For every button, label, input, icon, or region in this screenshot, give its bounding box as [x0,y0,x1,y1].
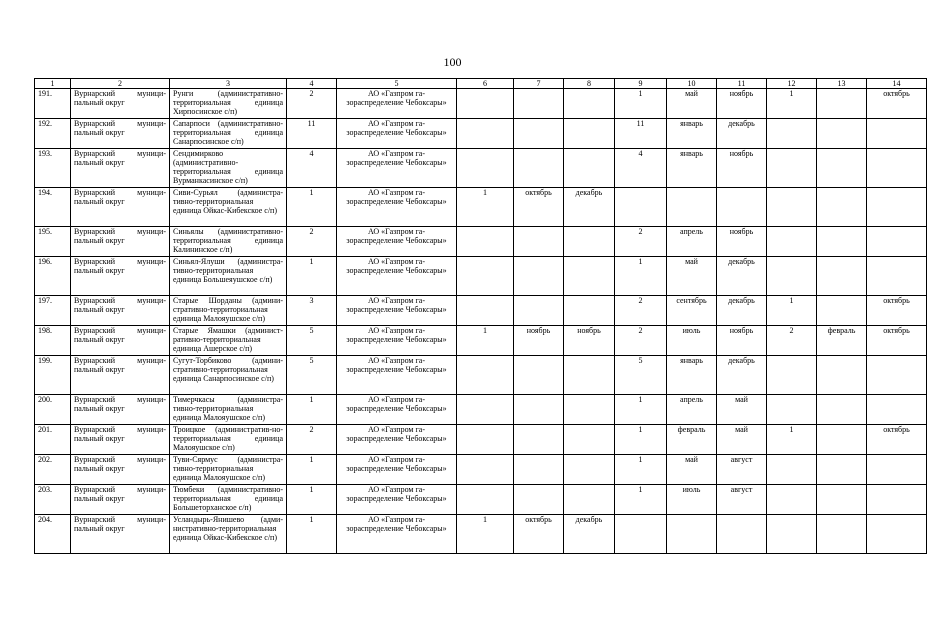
col11-cell: декабрь [717,119,767,149]
col10-cell: январь [667,149,717,188]
total-count-cell: 2 [287,89,337,119]
col12-cell [767,356,817,395]
district-cell: Вурнарский муници-пальный округ [71,257,170,296]
organization-cell: АО «Газпром га-зораспределение Чебоксары» [337,257,457,296]
row-number: 198. [35,326,71,356]
col7-cell [514,356,564,395]
col8-cell [564,425,615,455]
district-cell: Вурнарский муници-пальный округ [71,455,170,485]
col12-cell [767,455,817,485]
table-row [35,326,927,356]
column-header-7: 7 [514,79,564,89]
col10-cell: май [667,257,717,296]
col12-cell [767,515,817,554]
col10-cell: июль [667,326,717,356]
settlement-cell: Синьялы (административно-территориальная единица Калининское с/п) [170,227,287,257]
col14-cell [867,119,927,149]
col14-cell [867,257,927,296]
settlement-cell: Тюмбеки (административно-территориальная единица Большеторханское с/п) [170,485,287,515]
col6-cell [457,425,514,455]
organization-cell: АО «Газпром га-зораспределение Чебоксары» [337,485,457,515]
col8-cell [564,257,615,296]
total-count-cell: 1 [287,455,337,485]
organization-cell: АО «Газпром га-зораспределение Чебоксары» [337,149,457,188]
col6-cell [457,227,514,257]
column-header-4: 4 [287,79,337,89]
col14-cell: октябрь [867,326,927,356]
col12-cell [767,257,817,296]
col13-cell [817,89,867,119]
col7-cell [514,485,564,515]
col12-cell [767,227,817,257]
row-number: 200. [35,395,71,425]
column-header-8: 8 [564,79,615,89]
column-header-2: 2 [71,79,170,89]
col10-cell: февраль [667,425,717,455]
col9-cell: 1 [615,485,667,515]
column-header-1: 1 [35,79,71,89]
district-cell: Вурнарский муници-пальный округ [71,227,170,257]
organization-cell: АО «Газпром га-зораспределение Чебоксары» [337,119,457,149]
col6-cell [457,485,514,515]
total-count-cell: 1 [287,395,337,425]
organization-cell: АО «Газпром га-зораспределение Чебоксары» [337,296,457,326]
col8-cell [564,356,615,395]
row-number: 203. [35,485,71,515]
col11-cell: август [717,485,767,515]
column-header-13: 13 [817,79,867,89]
total-count-cell: 1 [287,515,337,554]
col12-cell: 1 [767,296,817,326]
col10-cell: май [667,455,717,485]
col8-cell: декабрь [564,188,615,227]
col10-cell: сентябрь [667,296,717,326]
col9-cell: 1 [615,395,667,425]
organization-cell: АО «Газпром га-зораспределение Чебоксары» [337,188,457,227]
column-header-12: 12 [767,79,817,89]
organization-cell: АО «Газпром га-зораспределение Чебоксары» [337,89,457,119]
col12-cell [767,119,817,149]
organization-cell: АО «Газпром га-зораспределение Чебоксары» [337,455,457,485]
row-number: 191. [35,89,71,119]
table-row [35,257,927,296]
settlement-cell: Сапарпоси (административно-территориальная единица Санарпосинское с/п) [170,119,287,149]
organization-cell: АО «Газпром га-зораспределение Чебоксары» [337,515,457,554]
column-header-10: 10 [667,79,717,89]
col13-cell [817,485,867,515]
organization-cell: АО «Газпром га-зораспределение Чебоксары» [337,227,457,257]
col8-cell [564,395,615,425]
col9-cell: 1 [615,257,667,296]
total-count-cell: 4 [287,149,337,188]
col10-cell: апрель [667,227,717,257]
col10-cell: май [667,89,717,119]
col7-cell: октябрь [514,188,564,227]
col14-cell: октябрь [867,89,927,119]
col11-cell: декабрь [717,356,767,395]
settlement-cell: Рунги (административно-территориальная единица Хирпосинское с/п) [170,89,287,119]
col14-cell [867,515,927,554]
col13-cell [817,188,867,227]
col13-cell [817,227,867,257]
column-header-11: 11 [717,79,767,89]
col14-cell: октябрь [867,296,927,326]
col14-cell [867,188,927,227]
row-number: 197. [35,296,71,326]
col7-cell: октябрь [514,515,564,554]
col13-cell [817,455,867,485]
col8-cell: декабрь [564,515,615,554]
table-row [35,395,927,425]
district-cell: Вурнарский муници-пальный округ [71,425,170,455]
col7-cell [514,455,564,485]
district-cell: Вурнарский муници-пальный округ [71,515,170,554]
district-cell: Вурнарский муници-пальный округ [71,89,170,119]
col6-cell [457,455,514,485]
total-count-cell: 3 [287,296,337,326]
col11-cell: ноябрь [717,326,767,356]
settlement-cell: Троицкое (административ-но-территориальная единица Малояушское с/п) [170,425,287,455]
col8-cell [564,119,615,149]
row-number: 202. [35,455,71,485]
col12-cell [767,149,817,188]
total-count-cell: 1 [287,188,337,227]
row-number: 199. [35,356,71,395]
col12-cell: 1 [767,425,817,455]
row-number: 193. [35,149,71,188]
col8-cell [564,89,615,119]
col14-cell [867,356,927,395]
organization-cell: АО «Газпром га-зораспределение Чебоксары» [337,395,457,425]
col9-cell [615,188,667,227]
col6-cell [457,119,514,149]
table-row [35,188,927,227]
col9-cell: 1 [615,425,667,455]
col12-cell [767,485,817,515]
col7-cell [514,296,564,326]
table-row [35,425,927,455]
district-cell: Вурнарский муници-пальный округ [71,296,170,326]
col10-cell: апрель [667,395,717,425]
table-row [35,485,927,515]
col6-cell [457,149,514,188]
total-count-cell: 5 [287,326,337,356]
col9-cell: 4 [615,149,667,188]
settlement-cell: Тимерчкасы (администра-тивно-территориальная единица Малояушское с/п) [170,395,287,425]
col11-cell: декабрь [717,257,767,296]
settlement-cell: Усландырь-Янишево (адми-нистративно-территориальная единица Ойкас-Кибекское с/п) [170,515,287,554]
settlement-cell: Старые Ямашки (админист-ративно-территориальная единица Ашерское с/п) [170,326,287,356]
col11-cell: ноябрь [717,89,767,119]
row-number: 192. [35,119,71,149]
col7-cell [514,395,564,425]
table-row [35,296,927,326]
col8-cell [564,485,615,515]
col13-cell [817,149,867,188]
district-cell: Вурнарский муници-пальный округ [71,485,170,515]
col11-cell: ноябрь [717,149,767,188]
table-row [35,149,927,188]
col14-cell: октябрь [867,425,927,455]
organization-cell: АО «Газпром га-зораспределение Чебоксары» [337,326,457,356]
settlement-cell: Туви-Сярмус (администра-тивно-территориальная единица Малояушское с/п) [170,455,287,485]
col10-cell: июль [667,485,717,515]
col14-cell [867,485,927,515]
organization-cell: АО «Газпром га-зораспределение Чебоксары» [337,425,457,455]
col8-cell [564,296,615,326]
district-cell: Вурнарский муници-пальный округ [71,356,170,395]
col7-cell [514,149,564,188]
col9-cell: 1 [615,89,667,119]
col10-cell [667,188,717,227]
district-cell: Вурнарский муници-пальный округ [71,326,170,356]
col13-cell [817,395,867,425]
col6-cell [457,356,514,395]
col6-cell [457,257,514,296]
col11-cell [717,515,767,554]
total-count-cell: 2 [287,227,337,257]
col6-cell: 1 [457,326,514,356]
col11-cell: май [717,425,767,455]
col13-cell [817,356,867,395]
col10-cell [667,515,717,554]
col11-cell: май [717,395,767,425]
col7-cell [514,257,564,296]
col9-cell: 2 [615,326,667,356]
column-header-9: 9 [615,79,667,89]
col6-cell [457,296,514,326]
col8-cell [564,149,615,188]
col8-cell [564,227,615,257]
col8-cell: ноябрь [564,326,615,356]
col11-cell [717,188,767,227]
table-row [35,119,927,149]
col14-cell [867,227,927,257]
settlement-cell: Сиви-Сурьял (администра-тивно-территориальная единица Ойкас-Кибекское с/п) [170,188,287,227]
row-number: 195. [35,227,71,257]
page-number: 100 [443,55,462,69]
col12-cell [767,188,817,227]
settlement-cell: Сендимирково (административно-территориальная единица Вурманкасинское с/п) [170,149,287,188]
settlement-cell: Синьял-Ялуши (администра-тивно-территориальная единица Большеяушское с/п) [170,257,287,296]
column-header-5: 5 [337,79,457,89]
col9-cell: 11 [615,119,667,149]
col10-cell: январь [667,119,717,149]
total-count-cell: 1 [287,485,337,515]
settlement-cell: Сугут-Торбиково (админи-стративно-территориальная единица Санарпосинское с/п) [170,356,287,395]
district-cell: Вурнарский муници-пальный округ [71,119,170,149]
col12-cell: 2 [767,326,817,356]
col11-cell: август [717,455,767,485]
col9-cell: 5 [615,356,667,395]
col6-cell [457,89,514,119]
row-number: 201. [35,425,71,455]
table-row [35,227,927,257]
total-count-cell: 2 [287,425,337,455]
total-count-cell: 5 [287,356,337,395]
row-number: 204. [35,515,71,554]
col13-cell [817,425,867,455]
col7-cell [514,89,564,119]
col11-cell: декабрь [717,296,767,326]
table-body [35,89,927,554]
column-header-6: 6 [457,79,514,89]
column-header-3: 3 [170,79,287,89]
col13-cell [817,119,867,149]
row-number: 194. [35,188,71,227]
col6-cell: 1 [457,515,514,554]
col14-cell [867,455,927,485]
settlement-cell: Старые Шорданы (админи-стративно-территориальная единица Малояушское с/п) [170,296,287,326]
col14-cell [867,149,927,188]
district-cell: Вурнарский муници-пальный округ [71,188,170,227]
gasification-schedule-table [34,78,927,554]
col8-cell [564,455,615,485]
col10-cell: январь [667,356,717,395]
district-cell: Вурнарский муници-пальный округ [71,395,170,425]
total-count-cell: 1 [287,257,337,296]
col14-cell [867,395,927,425]
col9-cell: 2 [615,296,667,326]
col13-cell: февраль [817,326,867,356]
col11-cell: ноябрь [717,227,767,257]
col7-cell [514,227,564,257]
col9-cell: 1 [615,455,667,485]
col13-cell [817,296,867,326]
col7-cell [514,425,564,455]
district-cell: Вурнарский муници-пальный округ [71,149,170,188]
column-number-row [35,79,927,89]
col13-cell [817,257,867,296]
col12-cell [767,395,817,425]
col13-cell [817,515,867,554]
col7-cell [514,119,564,149]
table-row [35,455,927,485]
table-row [35,356,927,395]
table-row [35,89,927,119]
col6-cell: 1 [457,188,514,227]
column-header-14: 14 [867,79,927,89]
row-number: 196. [35,257,71,296]
col6-cell [457,395,514,425]
col7-cell: ноябрь [514,326,564,356]
col9-cell [615,515,667,554]
organization-cell: АО «Газпром га-зораспределение Чебоксары» [337,356,457,395]
total-count-cell: 11 [287,119,337,149]
col9-cell: 2 [615,227,667,257]
col12-cell: 1 [767,89,817,119]
table-row [35,515,927,554]
